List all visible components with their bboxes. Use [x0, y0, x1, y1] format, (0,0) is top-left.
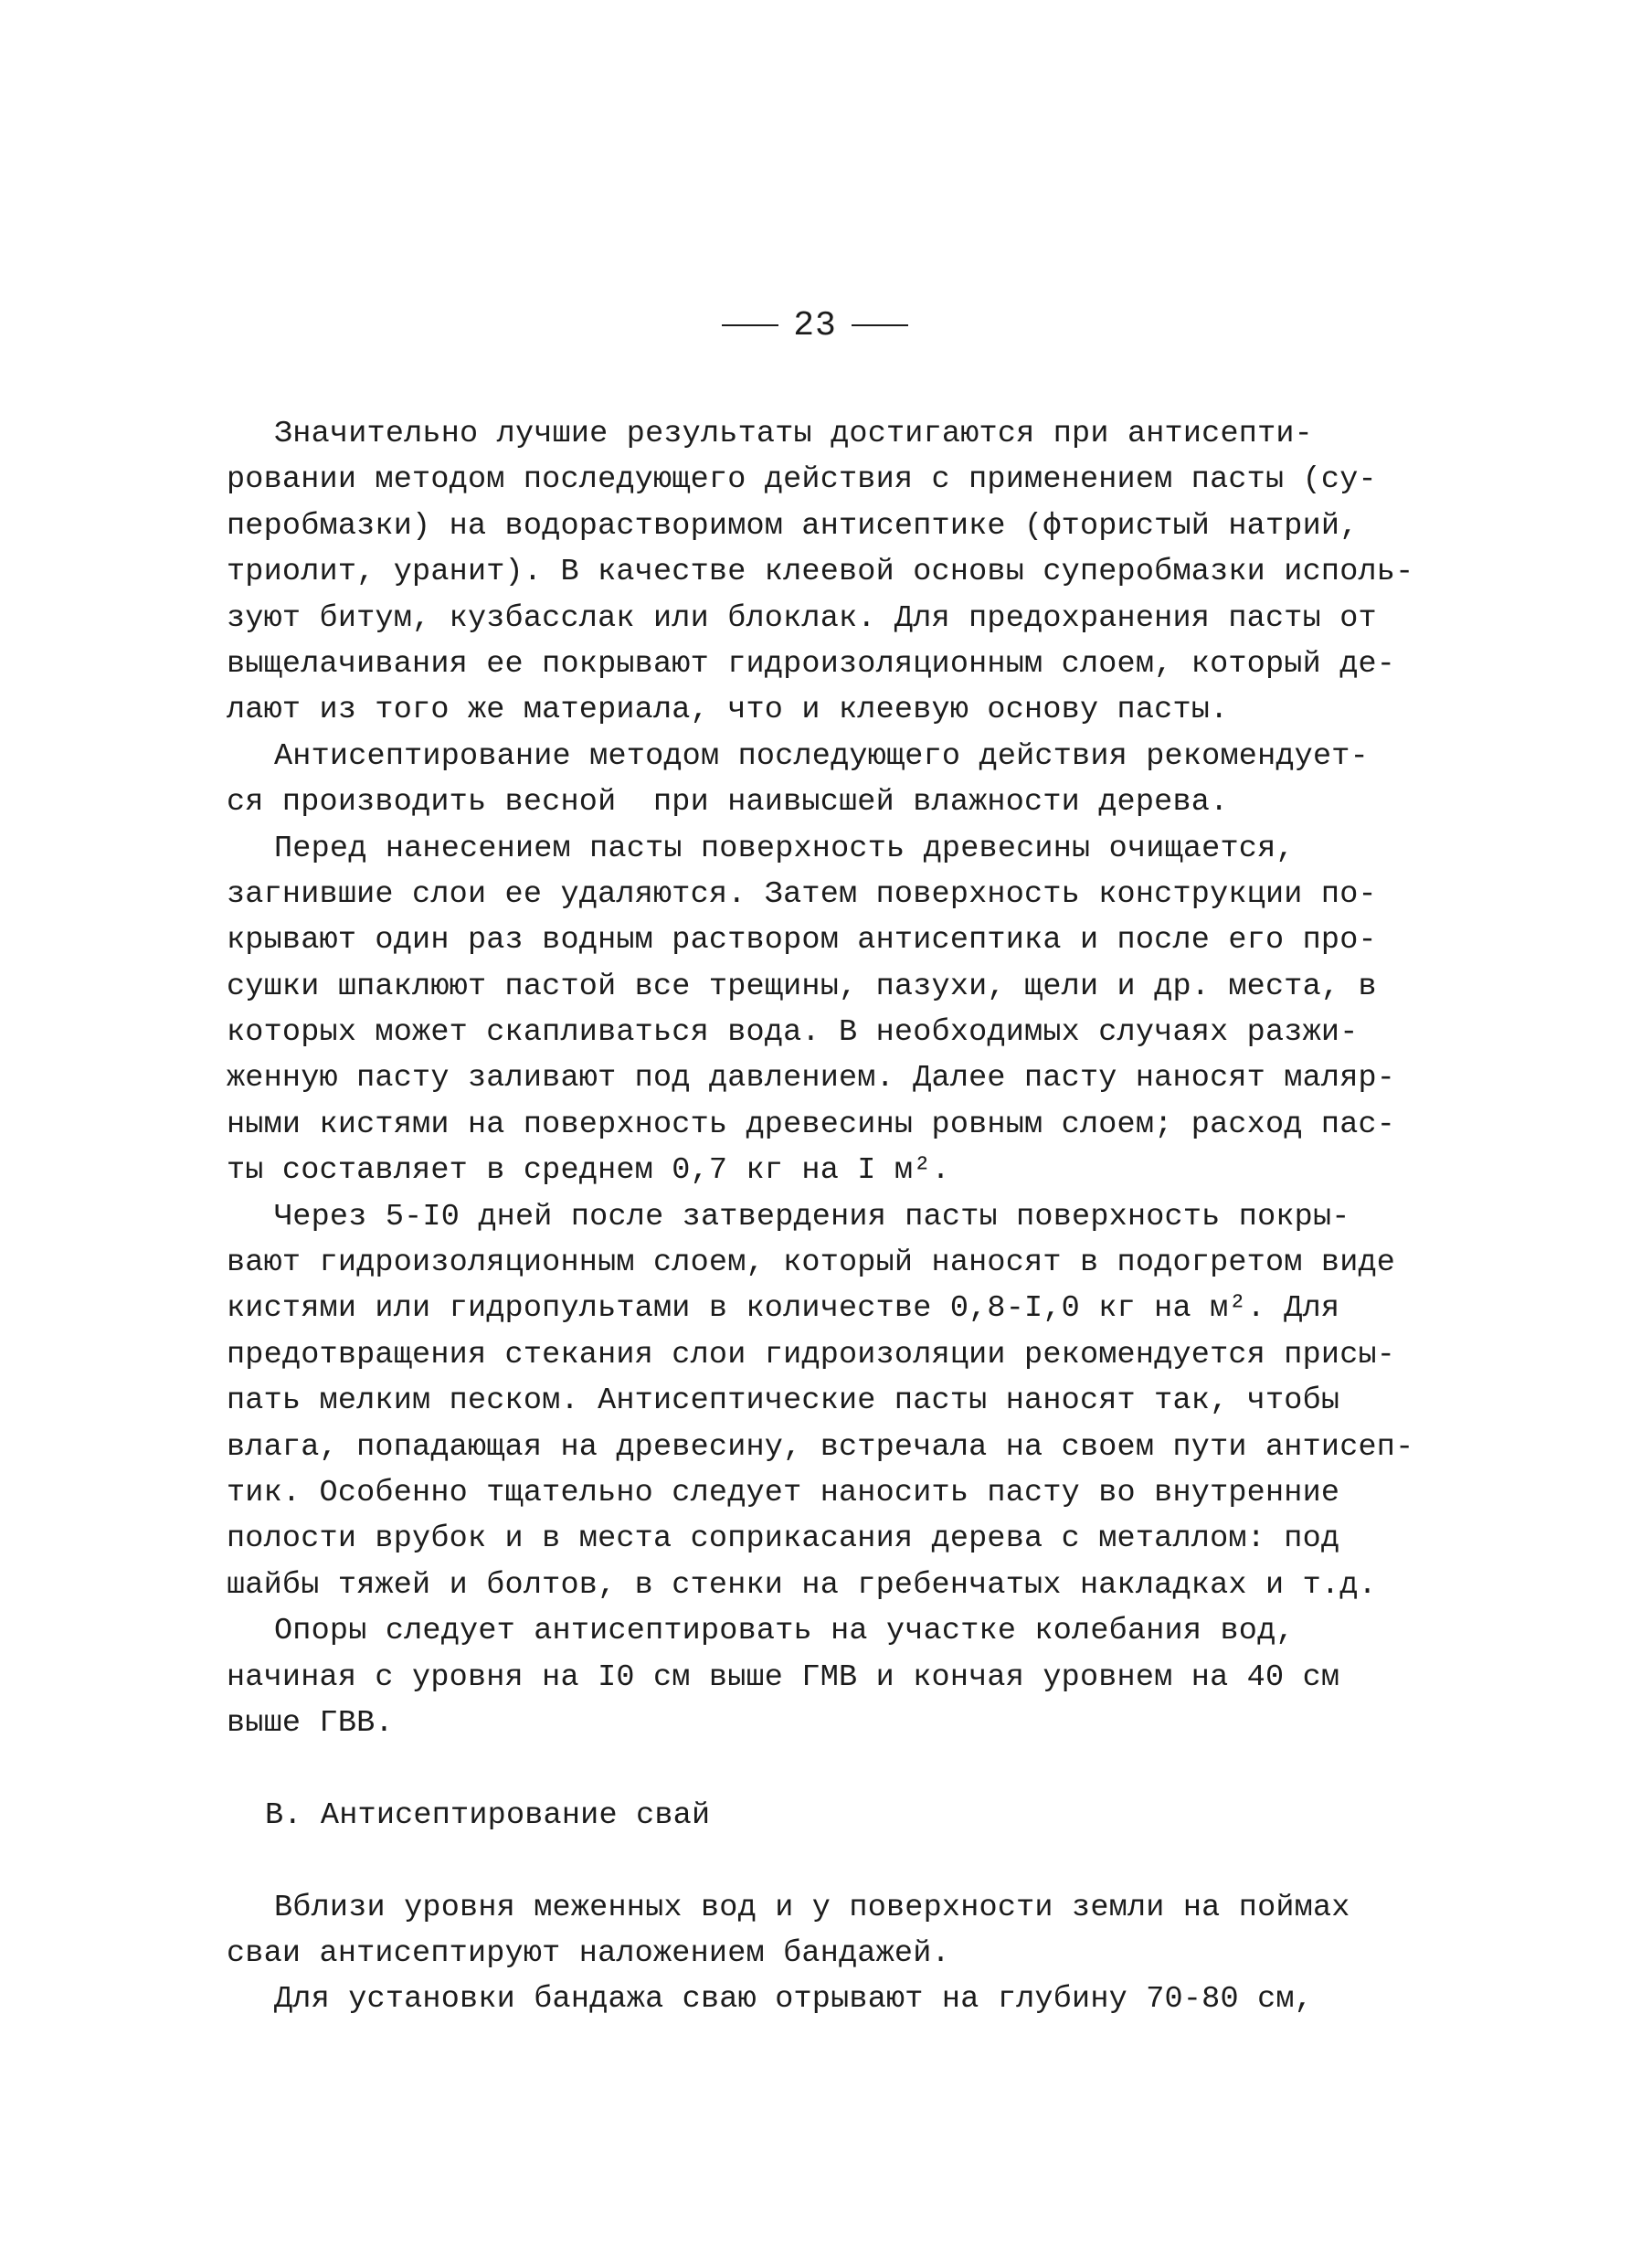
text-line: Значительно лучшие результаты достигаются при антисепти-	[274, 417, 1313, 451]
text-line: пать мелким песком. Антисептические пасты наносят так, чтобы	[227, 1383, 1340, 1419]
body-text	[227, 411, 1414, 2023]
text-line: тик. Особенно тщательно следует наносить пасту во внутренние	[227, 1475, 1340, 1510]
text-line: перобмазки) на водорастворимом антисептике (фтористый натрий,	[227, 508, 1359, 544]
text-line: Перед нанесением пасты поверхность древесины очищается,	[274, 831, 1295, 866]
text-line: загнившие слои ее удаляются. Затем поверхность конструкции по-	[227, 876, 1377, 912]
text-line: сваи антисептируют наложением бандажей.	[227, 1935, 950, 1971]
text-line: которых может скапливаться вода. В необходимых случаях разжи-	[227, 1015, 1359, 1051]
page-number-dash-right	[852, 324, 908, 326]
text-line: выше ГВВ.	[227, 1705, 394, 1741]
paragraph	[227, 1885, 1360, 1977]
text-line: Антисептирование методом последующего действия рекомендует-	[274, 738, 1369, 774]
paragraph	[227, 1608, 1360, 1746]
text-line: зуют битум, кузбасслак или блоклак. Для предохранения пасты от	[227, 600, 1377, 636]
page-number	[0, 306, 1630, 345]
text-line: Опоры следует антисептировать на участке колебания вод,	[274, 1614, 1295, 1649]
text-line: выщелачивания ее покрывают гидроизоляционным слоем, который де-	[227, 646, 1396, 682]
text-line: Через 5-I0 дней после затвердения пасты поверхность покры-	[274, 1199, 1350, 1235]
spacer	[227, 1746, 1360, 1792]
text-line: сушки шпаклюют пастой все трещины, пазухи, щели и др. места, в	[227, 969, 1377, 1004]
text-line: триолит, уранит). В качестве клеевой основы суперобмазки исполь-	[227, 555, 1414, 590]
text-line: Вблизи уровня меженных вод и у поверхности земли на поймах	[274, 1890, 1350, 1925]
text-line: лают из того же материала, что и клеевую основу пасты.	[227, 693, 1229, 728]
text-line: женную пасту заливают под давлением. Далее пасту наносят маляр-	[227, 1061, 1396, 1097]
text-line: ты составляет в среднем 0,7 кг на I м².	[227, 1153, 950, 1189]
text-line: влага, попадающая на древесину, встречала на своем пути антисеп-	[227, 1429, 1414, 1465]
section-heading: В. Антисептирование свай	[265, 1797, 711, 1833]
text-line: шайбы тяжей и болтов, в стенки на гребенчатых накладках и т.д.	[227, 1567, 1377, 1603]
text-line: полости врубок и в места соприкасания дерева с металлом: под	[227, 1521, 1340, 1557]
page-number-value: 23	[793, 306, 837, 345]
text-line: кистями или гидропультами в количестве 0,8-I,0 кг на м². Для	[227, 1291, 1340, 1327]
text-line: крывают один раз водным раствором антисептика и после его про-	[227, 923, 1377, 959]
spacer	[227, 1839, 1360, 1884]
text-line: Для установки бандажа сваю отрывают на глубину 70-80 см,	[274, 1982, 1313, 2018]
paragraph	[227, 734, 1369, 826]
text-line: начиная с уровня на I0 см выше ГМВ и кончая уровнем на 40 см	[227, 1659, 1340, 1695]
text-line: вают гидроизоляционным слоем, который наносят в подогретом виде	[227, 1245, 1396, 1281]
text-line: предотвращения стекания слои гидроизоляции рекомендуется присы-	[227, 1337, 1396, 1372]
paragraph	[227, 1194, 1414, 1609]
paragraph	[227, 411, 1414, 734]
paragraph	[227, 1977, 1360, 2022]
text-line: ровании методом последующего действия с применением пасты (су-	[227, 462, 1377, 498]
page-number-dash-left	[722, 324, 778, 326]
paragraph	[227, 826, 1396, 1194]
text-line: ными кистями на поверхность древесины ровным слоем; расход пас-	[227, 1107, 1396, 1142]
text-line: ся производить весной при наивысшей влажности дерева.	[227, 785, 1229, 821]
